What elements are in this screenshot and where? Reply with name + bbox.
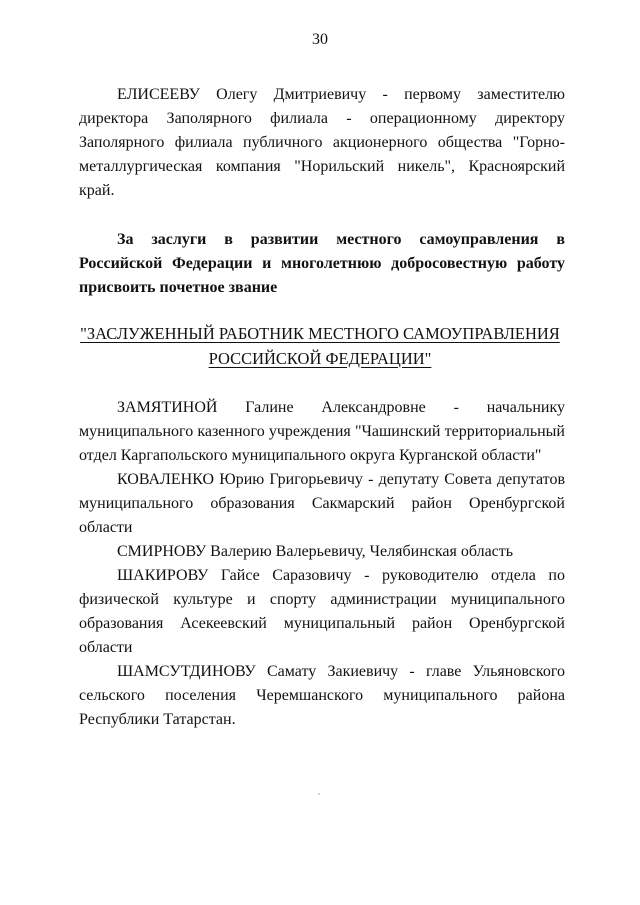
recipient-paragraph: ЗАМЯТИНОЙ Галине Александровне - начальнику муниципального казенного учреждения "Чашинский территориальный отдел Каргапольского муниципального округа Курганской области" <box>79 399 565 464</box>
recipient-paragraph: КОВАЛЕНКО Юрию Григорьевичу - депутату Совета депутатов муниципального образования Сакмарский район Оренбургской области <box>79 471 565 536</box>
preamble-text: За заслуги в развитии местного самоуправления в Российской Федерации и многолетнюю добросовестную работу присвоить почетное звание <box>79 231 565 296</box>
honorary-title-line-1: "ЗАСЛУЖЕННЫЙ РАБОТНИК МЕСТНОГО САМОУПРАВЛЕНИЯ <box>80 324 560 343</box>
recipients-list <box>79 396 565 732</box>
page-number: 30 <box>312 31 328 48</box>
award-section-previous <box>79 83 565 203</box>
honorary-title <box>60 321 580 371</box>
recipient-paragraph: СМИРНОВУ Валерию Валерьевичу, Челябинская область <box>117 543 514 560</box>
scan-speck <box>318 793 320 795</box>
decree-preamble <box>79 228 565 300</box>
award-paragraph: ЕЛИСЕЕВУ Олегу Дмитриевичу - первому заместителю директора Заполярного филиала - операционному директору Заполярного филиала публичного акционерного общества "Горно-металлургическая компания "Норильский никель", Красноярский край. <box>79 86 565 199</box>
honorary-title-line-2: РОССИЙСКОЙ ФЕДЕРАЦИИ" <box>208 349 432 368</box>
recipient-paragraph: ШАКИРОВУ Гайсе Саразовичу - руководителю отдела по физической культуре и спорту администрации муниципального образования Асекеевский муниципальный район Оренбургской области <box>79 567 565 656</box>
recipient-paragraph: ШАМСУТДИНОВУ Самату Закиевичу - главе Ульяновского сельского поселения Черемшанского муниципального района Республики Татарстан. <box>79 663 565 728</box>
